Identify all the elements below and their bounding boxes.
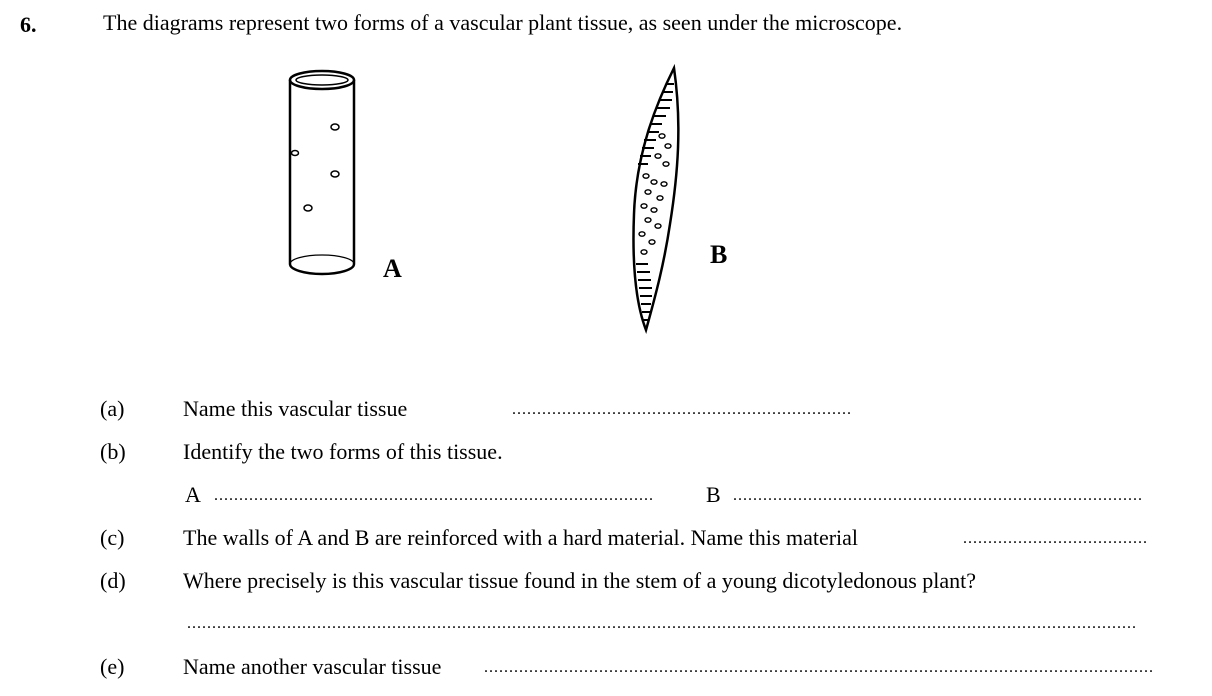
part-c-letter: (c) [100, 525, 125, 550]
answer-line-b-b[interactable]: .................................................................................. [733, 487, 1143, 504]
answer-line-a[interactable]: .................................................................... [512, 401, 852, 418]
answer-line-c[interactable]: ..................................... [963, 530, 1148, 547]
answer-line-d[interactable]: .............................................................................................................................................................................................. [187, 615, 1137, 632]
part-c-text: The walls of A and B are reinforced with a hard material. Name this material [183, 525, 859, 550]
answer-line-e[interactable]: ...................................................................................................................................... [484, 659, 1154, 676]
part-a-text: Name this vascular tissue [183, 396, 408, 421]
part-b-text: Identify the two forms of this tissue. [183, 439, 503, 464]
part-d-text: Where precisely is this vascular tissue found in the stem of a young dicotyledonous plant? [183, 568, 977, 593]
figure-label-b: B [710, 240, 728, 269]
part-e-text: Name another vascular tissue [183, 654, 442, 679]
part-a-letter: (a) [100, 396, 125, 421]
part-b-sub-a: A [185, 482, 201, 507]
part-e-letter: (e) [100, 654, 125, 679]
figure-label-a: A [383, 254, 402, 283]
part-b-sub-b: B [706, 482, 721, 507]
question-number: 6. [20, 12, 37, 37]
question-stem: The diagrams represent two forms of a vascular plant tissue, as seen under the microscope. [103, 10, 903, 35]
part-b-letter: (b) [100, 439, 126, 464]
vessel-diagram [280, 66, 370, 286]
part-d-letter: (d) [100, 568, 126, 593]
tracheid-diagram [626, 64, 686, 336]
answer-line-b-a[interactable]: ........................................................................................ [214, 487, 654, 504]
